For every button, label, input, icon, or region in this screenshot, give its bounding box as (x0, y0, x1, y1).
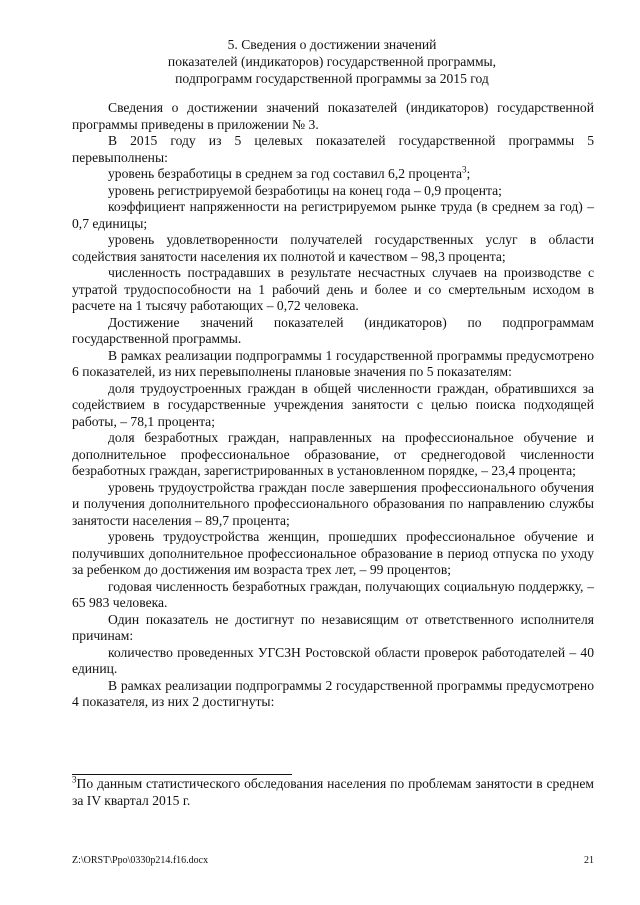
list-item: уровень трудоустройства граждан после завершения профессионального обучения и получения дополнительного профессионального образования по направлению службы занятости населения – 89,7 процента; (72, 479, 594, 528)
paragraph: Достижение значений показателей (индикаторов) по подпрограммам государственной программы. (72, 314, 594, 346)
list-item (72, 166, 594, 183)
list-item: коэффициент напряженности на регистрируемом рынке труда (в среднем за год) – 0,7 единицы; (72, 199, 594, 231)
body-text (72, 100, 594, 711)
page-number: 21 (584, 855, 594, 866)
footnote-marker: 3 (72, 774, 77, 785)
list-item: доля трудоустроенных граждан в общей численности граждан, обратившихся за содействием в государственные учреждения занятости с целью поиска подходящей работы, – 78,1 процента; (72, 380, 594, 429)
footnote (72, 776, 594, 809)
footnote-reference-suffix: ; (466, 166, 471, 181)
list-item: уровень регистрируемой безработицы на конец года – 0,9 процента; (108, 182, 502, 198)
list-item: уровень удовлетворенности получателей государственных услуг в области содействия занятости населения их полнотой и качеством – 98,3 процента; (72, 232, 594, 264)
list-item: доля безработных граждан, направленных на профессиональное обучение и дополнительное профессиональное образование, от среднегодовой численности безработных граждан, зарегистрированных в установленном порядке, – 23,4 процента; (72, 430, 594, 478)
list-item: численность пострадавших в результате несчастных случаев на производстве с утратой трудоспособности на 1 рабочий день и более и со смертельным исходом в расчете на 1 тысячу работающих – 0,72 человека. (72, 265, 594, 313)
paragraph: В рамках реализации подпрограммы 1 государственной программы предусмотрено 6 показателей, из них перевыполнены плановые значения по 5 показателям: (72, 347, 594, 379)
heading-line-1: 5. Сведения о достижении значений (227, 37, 437, 52)
list-item: годовая численность безработных граждан, получающих социальную поддержку, – 65 983 человека. (72, 578, 594, 610)
heading-line-3: подпрограмм государственной программы за 2015 год (175, 71, 489, 86)
footnote-reference[interactable]: 3 (462, 164, 467, 175)
paragraph: Сведения о достижении значений показателей (индикаторов) государственной программы приведены в приложении № 3. (72, 100, 594, 132)
footnote-text: По данным статистического обследования населения по проблемам занятости в среднем за IV квартал 2015 г. (72, 776, 594, 808)
list-item: количество проведенных УГСЗН Ростовской области проверок работодателей – 40 единиц. (72, 644, 594, 676)
paragraph: В 2015 году из 5 целевых показателей государственной программы 5 перевыполнены: (72, 133, 594, 165)
file-path: Z:\ORST\Ppo\0330p214.f16.docx (72, 855, 209, 866)
list-item-text: уровень безработицы в среднем за год составил 6,2 процента (108, 166, 463, 181)
section-heading (72, 36, 592, 87)
paragraph: В рамках реализации подпрограммы 2 государственной программы предусмотрено 4 показателя, из них 2 достигнуты: (72, 677, 594, 709)
footnote-separator (72, 774, 292, 775)
paragraph: Один показатель не достигнут по независящим от ответственного исполнителя причинам: (72, 611, 594, 643)
list-item: уровень трудоустройства женщин, прошедших профессиональное обучение и получивших дополнительное профессиональное образование в период отпуска по уходу за ребенком до достижения им возраста трех лет, – 99 процентов; (72, 529, 594, 577)
heading-line-2: показателей (индикаторов) государственной программы, (167, 54, 497, 69)
